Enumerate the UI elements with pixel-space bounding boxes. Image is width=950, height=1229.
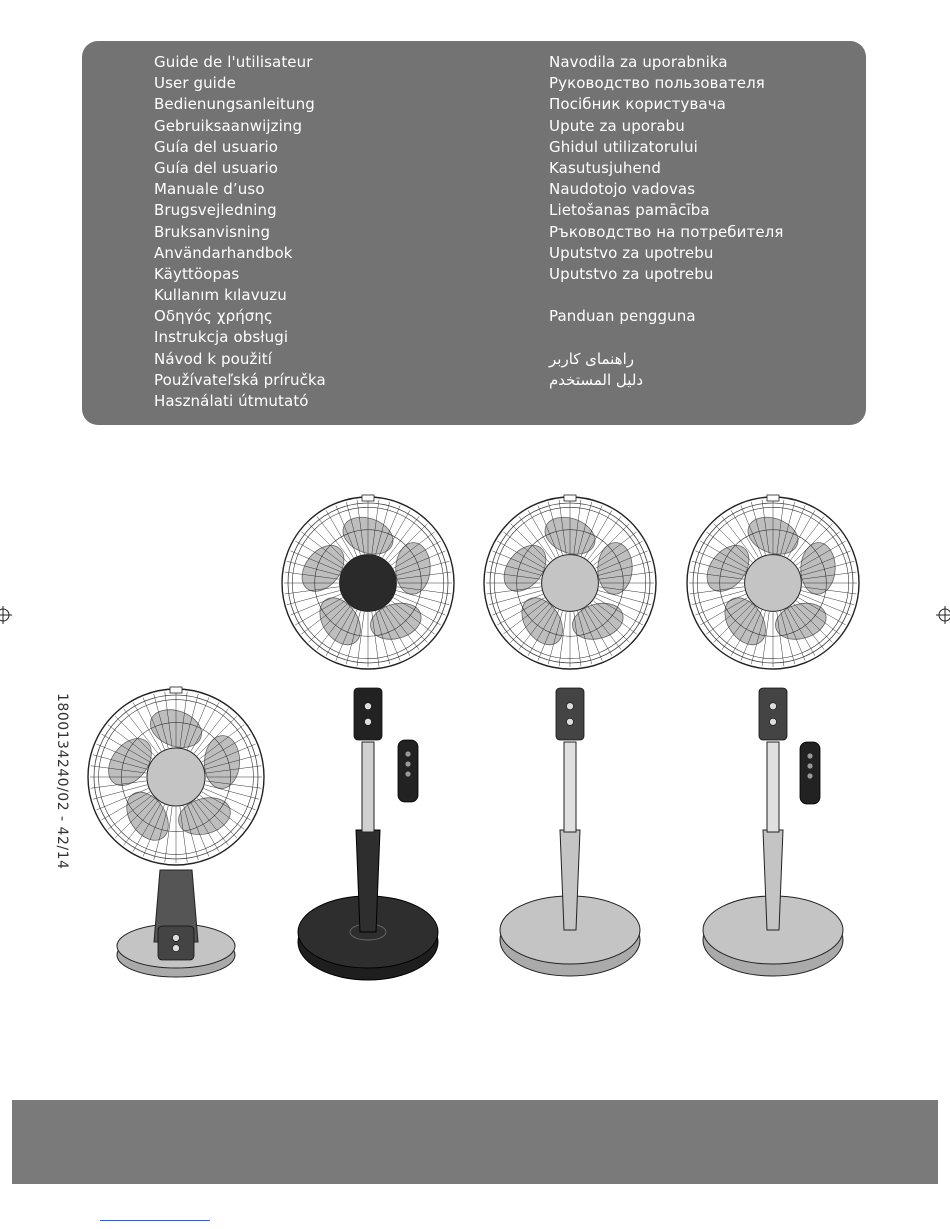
guide-title-right-15: دليل المستخدم [549, 370, 644, 389]
guide-title-left-3: Gebruiksaanwijzing [154, 116, 303, 135]
footer-band [12, 1100, 938, 1184]
pedestal-fan-silver [484, 495, 656, 976]
guide-title-right-1: Руководство пользователя [549, 74, 765, 93]
guide-title-left-4: Guía del usuario [154, 137, 279, 156]
guide-title-right-3: Upute za uporabu [549, 116, 685, 135]
guide-title-right-4: Ghidul utilizatorului [549, 137, 698, 156]
guide-title-right-10: Uputstvo za upotrebu [549, 264, 714, 283]
guide-title-right-14: راهنمای کاربر [549, 349, 635, 368]
guide-title-left-15: Používateľská príručka [154, 370, 326, 389]
guide-title-left-8: Bruksanvisning [154, 222, 271, 241]
remote-control [800, 742, 820, 804]
guide-title-right-9: Uputstvo za upotrebu [549, 243, 714, 262]
control-panel [556, 688, 584, 740]
guide-title-left-14: Návod k použití [154, 349, 273, 368]
guide-title-left-2: Bedienungsanleitung [154, 95, 315, 114]
guide-title-right-11 [549, 285, 783, 306]
pedestal-fan-black [282, 495, 454, 980]
control-panel [158, 926, 194, 960]
guide-title-column-left [154, 52, 326, 412]
pedestal-fan-silver-remote-head [687, 495, 859, 669]
guide-title-right-0: Navodila za uporabnika [549, 53, 728, 71]
guide-title-left-12: Οδηγός χρήσης [154, 307, 273, 326]
document-reference: 1800134240/02 - 42/14 [54, 693, 70, 870]
pedestal-fan-silver-head [484, 495, 656, 669]
guide-title-column-right [549, 52, 783, 391]
guide-title-left-13: Instrukcja obsługi [154, 328, 289, 347]
guide-title-left-0: Guide de l'utilisateur [154, 53, 313, 71]
guide-title-left-16: Használati útmutató [154, 392, 309, 410]
guide-title-right-5: Kasutusjuhend [549, 158, 662, 177]
guide-title-right-2: Посібник користувача [549, 95, 726, 114]
control-panel [759, 688, 787, 740]
guide-title-left-1: User guide [154, 74, 236, 93]
guide-title-left-11: Kullanım kılavuzu [154, 286, 287, 305]
guide-title-right-7: Lietošanas pamācība [549, 201, 710, 220]
desk-fan-head [88, 687, 264, 865]
control-panel [354, 688, 382, 740]
remote-control [398, 740, 418, 802]
guide-title-left-5: Guía del usuario [154, 158, 279, 177]
footer-rule [100, 1220, 210, 1221]
guide-title-panel [82, 41, 866, 425]
product-illustrations [0, 480, 950, 1000]
guide-title-left-7: Brugsvejledning [154, 201, 277, 220]
guide-title-right-8: Ръководство на потребителя [549, 222, 784, 241]
guide-title-left-10: Käyttöopas [154, 264, 240, 283]
guide-title-right-13 [549, 327, 783, 348]
guide-title-right-12: Panduan pengguna [549, 307, 696, 326]
guide-title-right-6: Naudotojo vadovas [549, 180, 696, 199]
guide-title-left-6: Manuale d’uso [154, 180, 265, 199]
pedestal-fan-black-head [282, 495, 454, 669]
pedestal-fan-silver-remote [687, 495, 859, 976]
guide-title-left-9: Användarhandbok [154, 243, 293, 262]
desk-fan [88, 687, 264, 977]
